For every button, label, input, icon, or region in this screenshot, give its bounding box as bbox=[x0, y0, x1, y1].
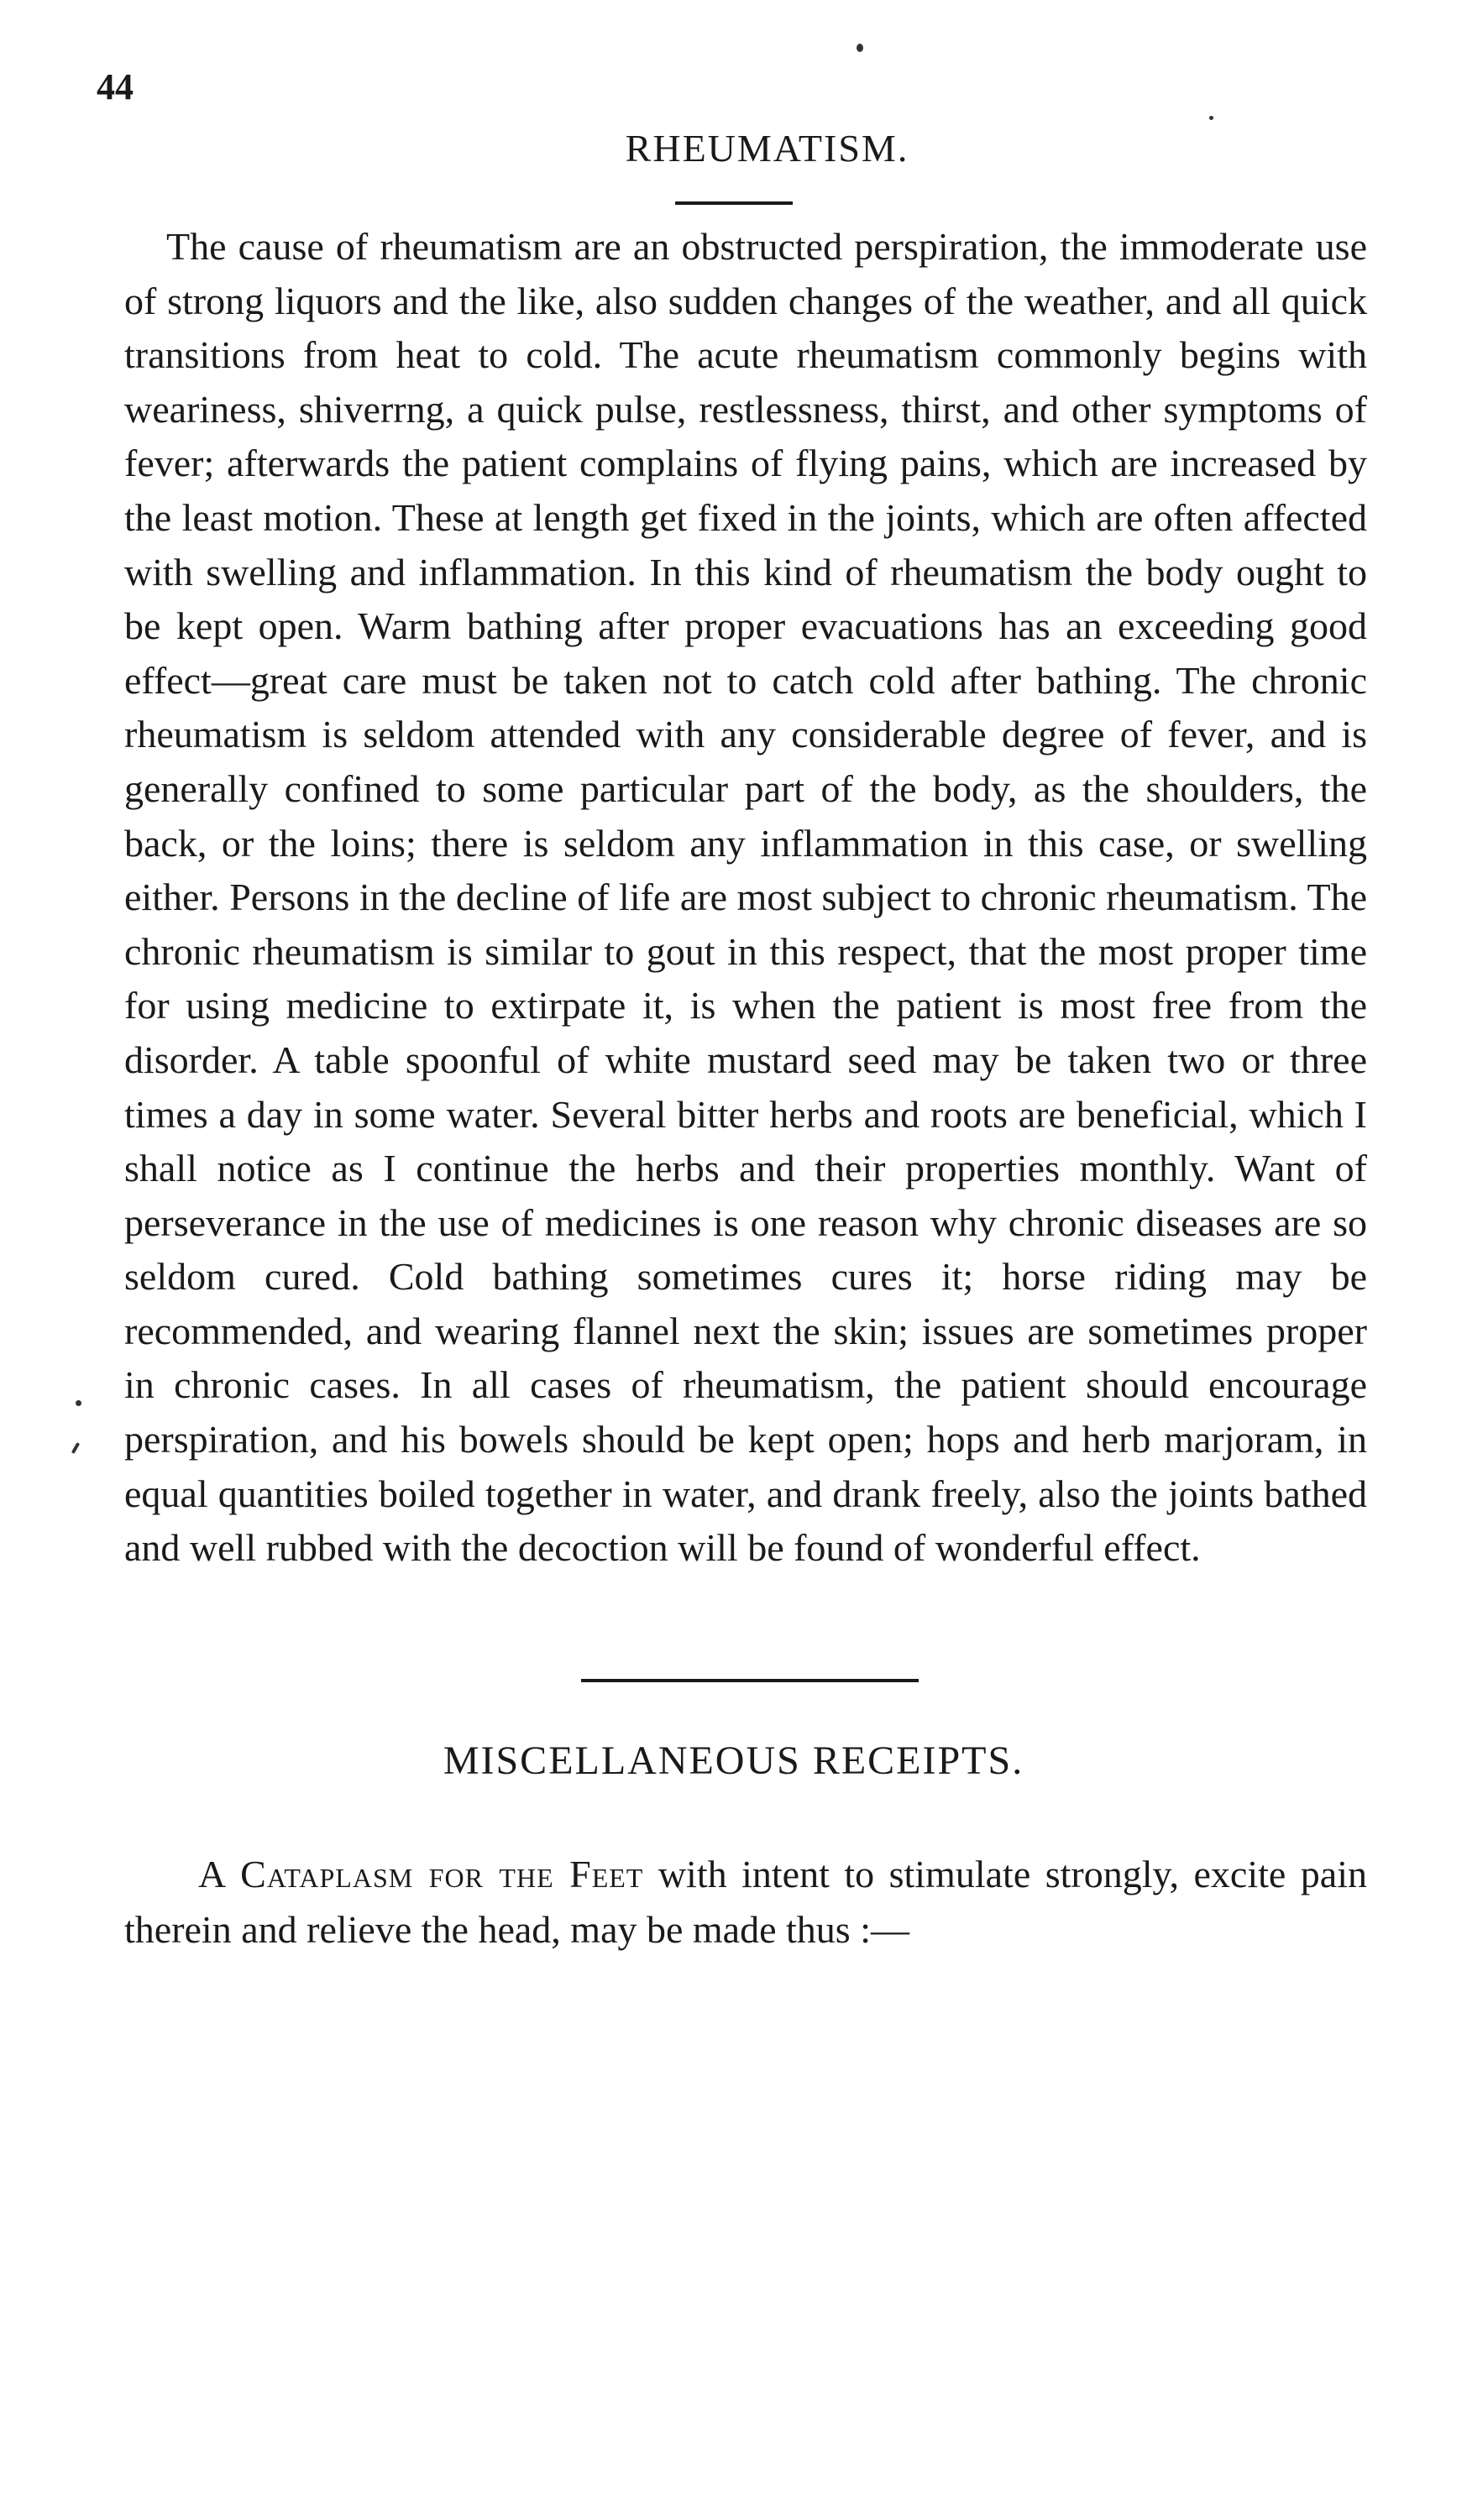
receipt-text: with intent to stimulate strongly, excite pain therein and relieve the head, may be made thus :— bbox=[124, 1853, 1367, 1951]
receipt-paragraph bbox=[124, 1847, 1367, 1958]
print-speck bbox=[71, 1442, 80, 1454]
running-title: RHEUMATISM. bbox=[625, 127, 909, 170]
print-speck bbox=[76, 1400, 81, 1406]
rheumatism-paragraph: The cause of rheumatism are an obstructed perspiration, the immoderate use of strong liquors and the like, also sudden changes of the weather, and all quick transitions from heat to cold. The acute rheumatism commonly begins with weariness, shiverrng, a quick pulse, restlessness, thirst, and other symptoms of fever; afterwards the patient complains of flying pains, which are increased by the least motion. These at length get fixed in the joints, which are often affected with swelling and inflammation. In this kind of rheumatism the body ought to be kept open. Warm bathing after proper evacuations has an exceeding good effect—great care must be taken not to catch cold after bathing. The chronic rheumatism is seldom attended with any considerable degree of fever, and is generally confined to some particular part of the body, as the shoulders, the back, or the loins; there is seldom any inflammation in this case, or swelling either. Persons in the decline of life are most subject to chronic rheumatism. The chronic rheumatism is similar to gout in this respect, that the most proper time for using medicine to extirpate it, is when the patient is most free from the disorder. A table spoonful of white mustard seed may be taken two or three times a day in some water. Several bitter herbs and roots are beneficial, which I shall notice as I continue the herbs and their properties monthly. Want of perseverance in the use of medicines is one reason why chronic diseases are so seldom cured. Cold bathing sometimes cures it; horse riding may be recommended, and wearing flannel next the skin; issues are sometimes proper in chronic cases. In all cases of rheumatism, the patient should encourage perspiration, and his bowels should be kept open; hops and herb marjoram, in equal quantities boiled together in water, and drank freely, also the joints bathed and well rubbed with the decoction will be found of wonderful effect. bbox=[124, 225, 1367, 1570]
print-speck bbox=[857, 44, 863, 52]
section-rule bbox=[581, 1679, 919, 1682]
title-rule bbox=[675, 201, 793, 205]
print-speck bbox=[1209, 116, 1213, 120]
receipt-lead-in: A Cataplasm for the Feet bbox=[198, 1853, 644, 1895]
page-number: 44 bbox=[97, 66, 134, 107]
section-heading: MISCELLANEOUS RECEIPTS. bbox=[443, 1738, 1024, 1783]
